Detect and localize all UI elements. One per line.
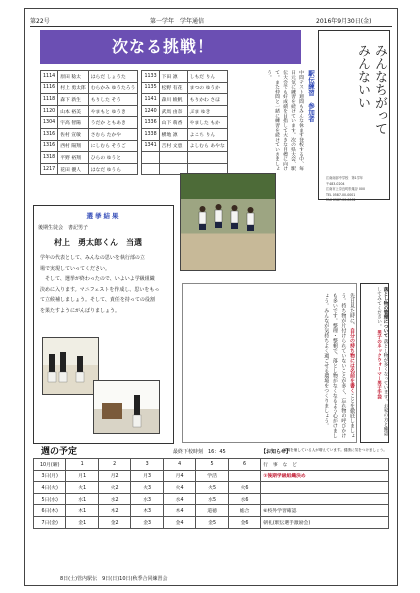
schedule-event [261,493,389,505]
student-kana: にしむら そうご [88,140,138,152]
schedule-event: 朝礼(駅伝選手激励会) [261,516,389,528]
schedule-day: 6日(木) [34,505,66,517]
student-name: 平野 裕翔 [58,152,89,164]
side-title-line: みんないい [355,44,370,109]
schedule-period: 金3 [131,516,163,528]
schedule-row [34,470,389,482]
schedule-row [34,516,389,528]
notice-label: 【お知らせ】 [261,449,291,455]
schedule-title: 週の予定 [41,447,78,457]
dismissal-time: 最終下校時刻 16：45 [173,449,226,455]
school-info [326,176,388,204]
drill-body: 中間テスト週間もみんな休まず登校する中、毎日元気に練習を続けています。次の県大会、駅伝大会でも好成績を目指して大きな目標に向けて。また仲間と一緒に練習を続けていきましょう。 [266,70,303,171]
school-address: 江南市上奈良町松葉谷 000 [326,187,365,192]
election-subtitle: 後期生徒会 書記男子 [38,225,89,231]
student-number [142,152,159,164]
student-kana [187,152,227,164]
schedule-column-header: 3 [131,459,163,471]
student-kana: むらかみ ゆうたろう [88,82,138,94]
student-number: 1240 [142,105,159,117]
student-name: 下田 凛 [159,71,187,83]
schedule-day: 7日(金) [34,516,66,528]
student-number: 1318 [41,152,58,164]
student-number: 1114 [41,71,58,83]
student-name: 宇高 智陽 [58,117,89,129]
schedule-period: 火5 [196,482,228,494]
student-number: 1133 [142,71,159,83]
schedule-period: 火6 [228,482,260,494]
student-kana: よこち りん [187,128,227,140]
student-name [159,152,187,164]
header-divider [30,26,392,27]
schedule-column-header: 6 [228,459,260,471]
tidy-lead: 先日見た時に、 [349,293,355,328]
schedule-row [34,482,389,494]
election-line: を果たすようにがんばりましょう。 [40,307,121,314]
student-kana: はなだ ゆうら [88,163,138,175]
student-name: 花田 優人 [58,163,89,175]
schedule-period: 火2 [98,482,130,494]
schedule-period: 総合 [228,505,260,517]
student-number: 1341 [142,140,159,152]
student-number: 1316 [41,128,58,140]
podium-photo [93,380,160,434]
schedule-period: 金5 [196,516,228,528]
student-kana: しもだ りん [187,71,227,83]
runner-roster-table [40,70,228,175]
student-kana: よしむら あやな [187,140,227,152]
roster-row [41,82,228,94]
schedule-event [261,482,389,494]
student-kana: ひらの ゆうと [88,152,138,164]
tidy-body: ことを徹底しましょう。持ち物が片付けられていないことが多く、忘れ物の呼びかけも多いです。整理・整頓で、落とし物がなくなるよう心がけましょう。みんなが気持ちよく過ごせる環境をつくりましょう。 [323,293,355,438]
student-kana: やました もか [187,117,227,129]
student-kana: もりした そう [88,94,138,106]
student-name: 森下 新生 [58,94,89,106]
schedule-period: 水1 [66,493,98,505]
schedule-period: 学活 [196,470,228,482]
drill-article [243,70,315,174]
schedule-period: 月3 [131,470,163,482]
tidy-highlight: 自分の持ち物には名前を書く [349,328,355,393]
schedule-period: 水6 [228,493,260,505]
student-number: 1120 [41,105,58,117]
notice-highlight: 男子のネックウォーマー男子手袋 [376,329,382,399]
header [30,16,392,26]
side-title-line: みんなちがって [372,44,387,135]
newsletter-title: 第一学年 学年通信 [150,18,205,25]
side-title [322,44,388,174]
student-kana: ぶま ゆき [187,105,227,117]
student-kana: さむら たかや [88,128,138,140]
schedule-column-header: 1 [66,459,98,471]
schedule-column-header: 行 事 な ど [261,459,389,471]
schedule-event: ①後期学級組織決め [261,470,389,482]
roster-row [41,152,228,164]
schedule-column-header: 5 [196,459,228,471]
schedule-period: 金4 [163,516,195,528]
drill-title: 駅伝練習 参加者 [307,70,315,122]
student-name: 村上 勇太郎 [58,82,89,94]
election-body [40,253,170,316]
schedule-period: 金1 [66,516,98,528]
speech-photo [42,337,99,395]
notice-text: 体調を崩している人が増えています。健康に気をつけましょう。 [283,448,387,452]
schedule-period: 水5 [196,493,228,505]
student-number: 1116 [41,82,58,94]
schedule-period: 木2 [98,505,130,517]
schedule-period: 月1 [66,470,98,482]
student-number: 1336 [142,117,159,129]
notice-body: 落とし物が多くなっています。お家の方と確認してみてください。 [376,287,388,436]
schedule-row [34,493,389,505]
election-line: 場で実現していってください。 [40,265,111,272]
student-kana: はらだ しょうた [88,71,138,83]
student-name: 吉村 文恵 [159,140,187,152]
schedule-period: 木3 [131,505,163,517]
schedule-period: 月2 [98,470,130,482]
schedule-period: 水4 [163,493,195,505]
roster-row [41,128,228,140]
school-tel: TEL 0587-00-0001 [326,192,356,197]
student-name: 西村 陽翔 [58,140,89,152]
schedule-period: 火1 [66,482,98,494]
schedule-column-header: 4 [163,459,195,471]
student-name: 横地 凛 [159,128,187,140]
schedule-period: 金2 [98,516,130,528]
student-name: 佐村 宣敏 [58,128,89,140]
student-number: 1217 [41,163,58,175]
schedule-footnote: 8日(土)管内駅伝 9日(日)10日(秋季合同練習会 [60,576,168,582]
student-number: 1141 [142,94,159,106]
election-line: 学年の代表として、みんなの思いを執行部の立 [40,255,145,261]
student-kana: まつの ゆうか [187,82,227,94]
student-kana: うだか ともあき [88,117,138,129]
schedule-day: 3日(月) [34,470,66,482]
schedule-event: ⑥校外学習確認 [261,505,389,517]
schedule-period: 道徳 [196,505,228,517]
schedule-period: 木4 [163,505,195,517]
election-line: て立候補しましょう。そして、責任を持っての役割 [40,297,155,303]
schedule-period [228,470,260,482]
schedule-period: 水2 [98,493,130,505]
roster-row [41,117,228,129]
schedule-row [34,505,389,517]
roster-row [41,71,228,83]
main-banner: 次なる挑戦！ [40,30,301,64]
notice-title: 落とし物の管理について [383,287,388,338]
student-name: 原田 稔太 [58,71,89,83]
student-number: 1135 [142,82,159,94]
issue-date: 2016年9月30日(金) [316,18,372,25]
school-postal: 〒483-0204 [326,181,345,186]
schedule-day: 4日(火) [34,482,66,494]
roster-row [41,105,228,117]
student-name: 松野 有花 [159,82,187,94]
election-line: そして、選挙が終わったので、いよいよ学級組織 [40,276,155,282]
schedule-period: 月4 [163,470,195,482]
roster-row [41,94,228,106]
issue-number: 第22号 [30,18,50,25]
schedule-period: 火3 [131,482,163,494]
schedule-period: 金6 [228,516,260,528]
schedule-period: 木1 [66,505,98,517]
school-name: 江南南部中学校 第1学年 [326,176,364,180]
roster-row [41,140,228,152]
schedule-header [33,446,389,458]
student-number: 1338 [142,128,159,140]
student-kana: もりかわ さほ [187,94,227,106]
relay-practice-photo [180,173,276,271]
weekly-schedule-table [33,458,389,529]
election-line: 決めに入ります。マニフェストを作成し、思いをもっ [40,286,160,293]
student-name: 山下 萌香 [159,117,187,129]
student-name: 森川 綾帆 [159,94,187,106]
student-number: 1304 [41,117,58,129]
schedule-period: 火4 [163,482,195,494]
schedule-column-header: 10月(曜) [34,459,66,471]
student-name: 武馬 由奈 [159,105,187,117]
student-number [142,163,159,175]
student-number: 1316 [41,140,58,152]
school-fax: FAX 0587-00-0002 [326,198,356,203]
schedule-column-header: 2 [98,459,130,471]
tidy-article [186,293,356,438]
election-winner: 村上 勇太郎くん 当選 [54,238,142,247]
election-title: 選挙結果 [86,212,121,220]
lost-items-notice [362,287,388,439]
student-kana: やまもと ゆうき [88,105,138,117]
schedule-day: 5日(水) [34,493,66,505]
schedule-period: 水3 [131,493,163,505]
student-name: 山本 裕美 [58,105,89,117]
student-number: 1118 [41,94,58,106]
